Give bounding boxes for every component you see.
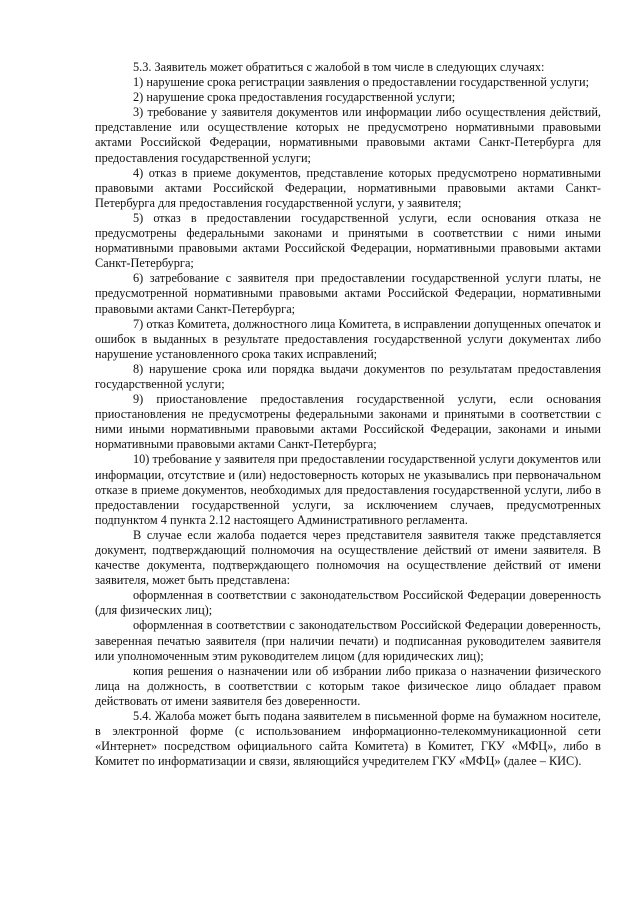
list-item-7: 7) отказ Комитета, должностного лица Комитета, в исправлении допущенных опечаток и ошибок в выданных в результате предоставления государственной услуги документах либо нарушение установленного срока таких исправлений; — [95, 316, 601, 361]
power-of-attorney-legal-entities: оформленная в соответствии с законодательством Российской Федерации доверенность, заверенная печатью заявителя (при наличии печати) и подписанная руководителем заявителя или уполномоченным этим руководителем лицом (для юридических лиц); — [95, 618, 601, 663]
list-item-5: 5) отказ в предоставлении государственной услуги, если основания отказа не предусмотрены федеральными законами и принятыми в соответствии с ними иными нормативными правовыми актами Российской Федерации, нормативными правовыми актами Санкт-Петербурга; — [95, 210, 601, 271]
paragraph-5-3: 5.3. Заявитель может обратиться с жалобой в том числе в следующих случаях: — [133, 60, 545, 74]
representative-paragraph: В случае если жалоба подается через представителя заявителя также представляется документ, подтверждающий полномочия на осуществление действий от имени заявителя. В качестве документа, подтверждающего полномочия на осуществление действий от имени заявителя, может быть представлена: — [95, 527, 601, 588]
list-item-3: 3) требование у заявителя документов или информации либо осуществления действий, представление или осуществление которых не предусмотрено нормативными правовыми актами Российской Федерации, нормативными правовыми актами Санкт-Петербурга для предоставления государственной услуги; — [95, 105, 601, 165]
list-item-2: 2) нарушение срока предоставления государственной услуги; — [133, 90, 456, 105]
appointment-decision-copy: копия решения о назначении или об избрании либо приказа о назначении физического лица на должность, в соответствии с которым такое физическое лицо обладает правом действовать от имени заявителя без доверенности. — [95, 663, 601, 708]
list-item-10: 10) требование у заявителя при предоставлении государственной услуги документов или информации, отсутствие и (или) недостоверность которых не указывались при первоначальном отказе в приеме документов, необходимых для предоставления государственной услуги, либо в предоставлении государственной услуги, за исключением случаев, предусмотренных подпунктом 4 пункта 2.12 настоящего Административного регламента. — [95, 452, 601, 527]
list-item-8: 8) нарушение срока или порядка выдачи документов по результатам предоставления государственной услуги; — [95, 361, 601, 391]
list-item-1: 1) нарушение срока регистрации заявления о предоставлении государственной услуги; — [133, 75, 590, 90]
list-item-9: 9) приостановление предоставления государственной услуги, если основания приостановления не предусмотрены федеральными законами и принятыми в соответствии с ними иными нормативными правовыми актами Российской Федерации, законами и иными нормативными правовыми актами Санкт-Петербурга; — [95, 392, 601, 452]
document-page — [95, 60, 601, 769]
list-item-6: 6) затребование с заявителя при предоставлении государственной услуги платы, не предусмотренной нормативными правовыми актами Российской Федерации, нормативными правовыми актами Санкт-Петербурга; — [95, 271, 601, 316]
paragraph-5-4: 5.4. Жалоба может быть подана заявителем в письменной форме на бумажном носителе, в электронной форме (с использованием информационно-телекоммуникационной сети «Интернет» посредством официального сайта Комитета) в Комитет, ГКУ «МФЦ», либо в Комитет по информатизации и связи, являющийся учредителем ГКУ «МФЦ» (далее – КИС). — [95, 709, 601, 769]
list-item-4: 4) отказ в приеме документов, представление которых предусмотрено нормативными правовыми актами Российской Федерации, нормативными правовыми актами Санкт-Петербурга для предоставления государственной услуги, у заявителя; — [95, 165, 601, 210]
power-of-attorney-individuals: оформленная в соответствии с законодательством Российской Федерации доверенность (для физических лиц); — [95, 588, 601, 618]
